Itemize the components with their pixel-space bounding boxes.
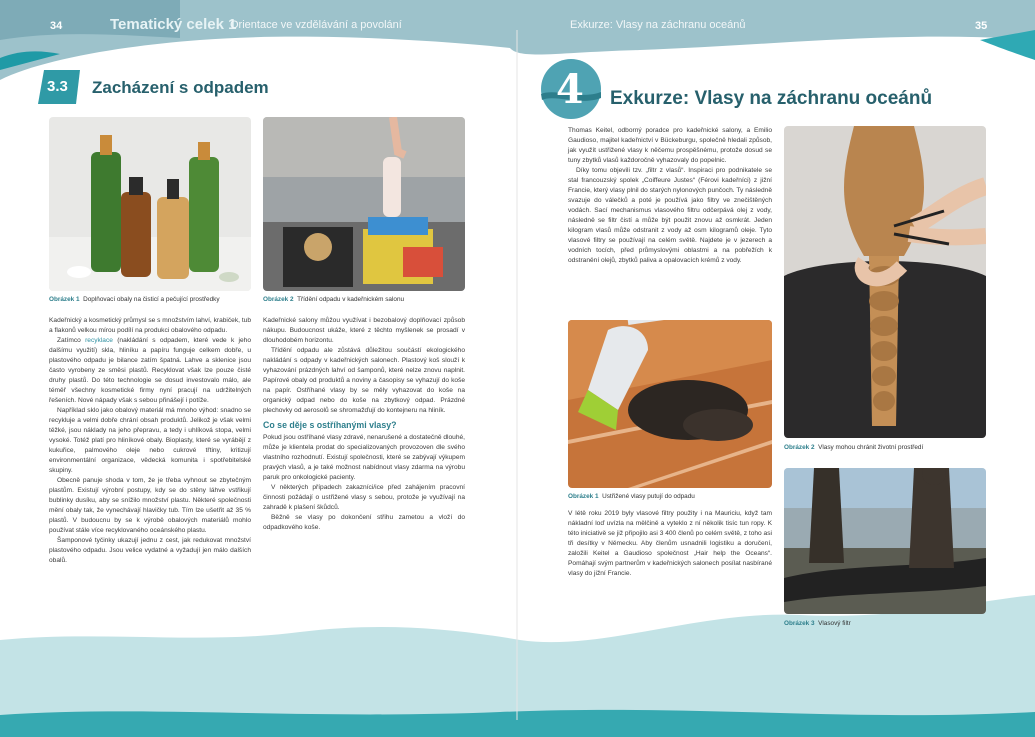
excursion-number: 4 xyxy=(556,66,584,113)
photo-waste-sorting xyxy=(263,117,465,291)
caption-text: Třídění odpadu v kadeřnickém salonu xyxy=(297,296,405,303)
left-chapter-subtitle: Orientace ve vzdělávání a povolání xyxy=(230,19,402,31)
caption-fig2-right xyxy=(784,444,923,451)
paragraph xyxy=(49,336,251,406)
caption-label: Obrázek 1 xyxy=(568,493,599,500)
text-run: (nakládání s odpadem, které vede k jeho dalšímu využití) skla, hliníku a papíru funguje celkem dobře, u plastového odpadu je bilance zatím špatná. Lahve a sklenice jsou často vyrobeny ze směsi plastů. Recyklovat však lze pouze čisté druhy plastů. Do této technologie se dosud investovalo málo, ale téměř všechny kosmetické firmy nyní pracují na udržitelných řešeních. Nové nápady však s sebou přinášejí i potíže. xyxy=(49,337,251,404)
paragraph: Pokud jsou ostříhané vlasy zdravé, nenarušené a dostatečně dlouhé, může je klientela prodat do specializovaných provozoven dle svého vlastního rozhodnutí. Existují společnosti, které se zabývají výkupem pravých vlasů, a je také možnost nabídnout vlasy zdarma na výrobu paruk pro onkologické pacienty. xyxy=(263,434,465,481)
right-text-column-bottom xyxy=(568,509,772,579)
paragraph: V létě roku 2019 byly vlasové filtry použity i na Mauriciu, když tam nákladní loď uvízla na mělčině a vyteklo z ní několik tisíc tun ropy. K této iniciativě se již připojilo asi 3 400 členů po celém světě, z toho asi tři desítky v Německu. Aby členům usnadnili logistiku a doručení, založili Keitel a Gaudioso společnost „Hair help the Oceans“. Pomáhají svým partnerům v kadeřnických salonech posílat nasbírané vlasy do jižní Francie. xyxy=(568,510,772,577)
photo-swept-hair xyxy=(568,320,772,488)
photo-refill-bottles xyxy=(49,117,251,291)
keyword-recyklace: recyklace xyxy=(85,337,113,344)
paragraph: Šamponové tyčinky ukazují jednu z cest, jak redukovat množství plastového odpadu. Jsou velice vydatné a vyžadují jen málo dalších obalů. xyxy=(49,537,251,564)
paragraph: Například sklo jako obalový materiál má mnoho výhod: snadno se recykluje a velmi dobře chrání obsah produktů. Jelikož je však velmi těžké, jsou náklady na jeho přepravu, a tedy i uhlíková stopa, velmi vysoké. Totéž platí pro hliníkové obaly. Bioplasty, které se vyrábějí z kukuřice, palmového oleje nebo cukrové třtiny, kritizují environmentální organizace, vědecká komunita i spotřebitelské skupiny. xyxy=(49,407,251,474)
section-number: 3.3 xyxy=(47,78,68,95)
caption-fig2-left xyxy=(263,296,404,303)
section-title: Zacházení s odpadem xyxy=(92,78,269,97)
caption-text: Doplňovací obaly na čisticí a pečující prostředky xyxy=(83,296,220,303)
paragraph: V některých případech zakazníci/ice před zahájením pracovní činnosti požádají o ustřižené vlasy s sebou, protože je využívají na zahradě k plašení škůdců. xyxy=(263,484,465,511)
subheading-cut-hair: Co se děje s ostříhanými vlasy? xyxy=(263,420,397,430)
caption-text: Vlasový filtr xyxy=(818,620,851,627)
caption-label: Obrázek 3 xyxy=(784,620,815,627)
left-text-column-1 xyxy=(49,316,251,566)
caption-fig1-left xyxy=(49,296,220,303)
caption-text: Vlasy mohou chránit životní prostředí xyxy=(818,444,924,451)
paragraph: Běžně se vlasy po dokončení střihu zametou a vloží do odpadkového koše. xyxy=(263,514,465,531)
left-text-column-2 xyxy=(263,316,465,533)
caption-label: Obrázek 2 xyxy=(784,444,815,451)
caption-fig1-right xyxy=(568,493,695,500)
caption-label: Obrázek 2 xyxy=(263,296,294,303)
paragraph: Kadeřnické salony můžou využívat i bezobalový doplňovací způsob nákupu. Budoucnost ukáže, které z těchto myšlenek se prosadí v dlouhodobém horizontu. xyxy=(263,317,465,344)
caption-label: Obrázek 1 xyxy=(49,296,80,303)
photo-braid-scissors xyxy=(784,126,986,438)
right-text-column-top xyxy=(568,126,772,266)
left-chapter-title: Tematický celek 1 xyxy=(110,16,237,33)
paragraph: Díky tomu objevili tzv. „filtr z vlasů“. Inspiraci pro podnikatele se stal francouzský spolek „Coiffeure Justes“ (Férovi kadeřníci) z jižní Francie, který vlasy plnil do starých nylonových punčoch. Ty následně svazuje do válečků a poté je používá jako filtry ve znečištěných vodách. Sací mechanismus vlasového filtru odčerpává olej z vody, následně se filtr čistí a může být použit znovu až osmkrát. Jeden kilogram vlasů může odstranit z vody až osm kilogramů oleje. Tyto vlasové filtry se používají na celém světě. Najdete je v jezerech a vodních tocích, před průmyslovými oblastmi a na pobřežích k odstranění olejů, zbytků paliva a opalovacích krémů z vody. xyxy=(568,167,772,264)
paragraph: Kadeřnický a kosmetický průmysl se s množstvím lahví, krabiček, tub a flakonů velkou mírou podílí na produkci obalového odpadu. xyxy=(49,317,251,334)
paragraph: Obecně panuje shoda v tom, že je třeba vyhnout se zbytečným plastům. Existují výrobní postupy, kdy se do stěny láhve vstřikují bublinky dusíku, aby se snížilo množství plastu. Některé společnosti mění obaly tak, že vynechávají hlavičky tub. Tím lze ušetřit až 35 % plastů. V budoucnu by se k výrobě obalových materiálů mohlo používat stále více recyklovaného oceánského plastu. xyxy=(49,477,251,534)
text-run: Zatímco xyxy=(57,337,86,344)
paragraph: Thomas Keitel, odborný poradce pro kadeřnické salony, a Emilio Gaudioso, majitel kadeřnictví v Bückeburgu, společně hledali způsob, jak využít ustřižené vlasy k něčemu prospěšnému, protože dosud se tuny zbytků vlasů každoročně vyhazovaly do popelnic. xyxy=(568,127,772,164)
right-page-number: 35 xyxy=(975,20,988,32)
right-running-title: Exkurze: Vlasy na záchranu oceánů xyxy=(570,19,746,31)
left-page-number: 34 xyxy=(50,20,63,32)
excursion-title: Exkurze: Vlasy na záchranu oceánů xyxy=(610,88,933,109)
photo-hair-filter xyxy=(784,468,986,614)
caption-fig3-right xyxy=(784,620,851,627)
caption-text: Ustřižené vlasy putují do odpadu xyxy=(602,493,695,500)
paragraph: Třídění odpadu ale zůstává důležitou součástí ekologického nakládání s odpady v kadeřnických salonech. Plastový koš slouží k vyhazování prázdných lahví od šamponů, které nelze znovu naplnit. Papírové obaly od produktů a noviny a časopisy se vyhazují do koše na papír. Ostříhané vlasy by se měly vyhazovat do koše na organický odpad nebo do koše na zbytkový odpad. Prázdné plechovky od aerosolů se shromažďují do kontejneru na hliník. xyxy=(263,347,465,414)
